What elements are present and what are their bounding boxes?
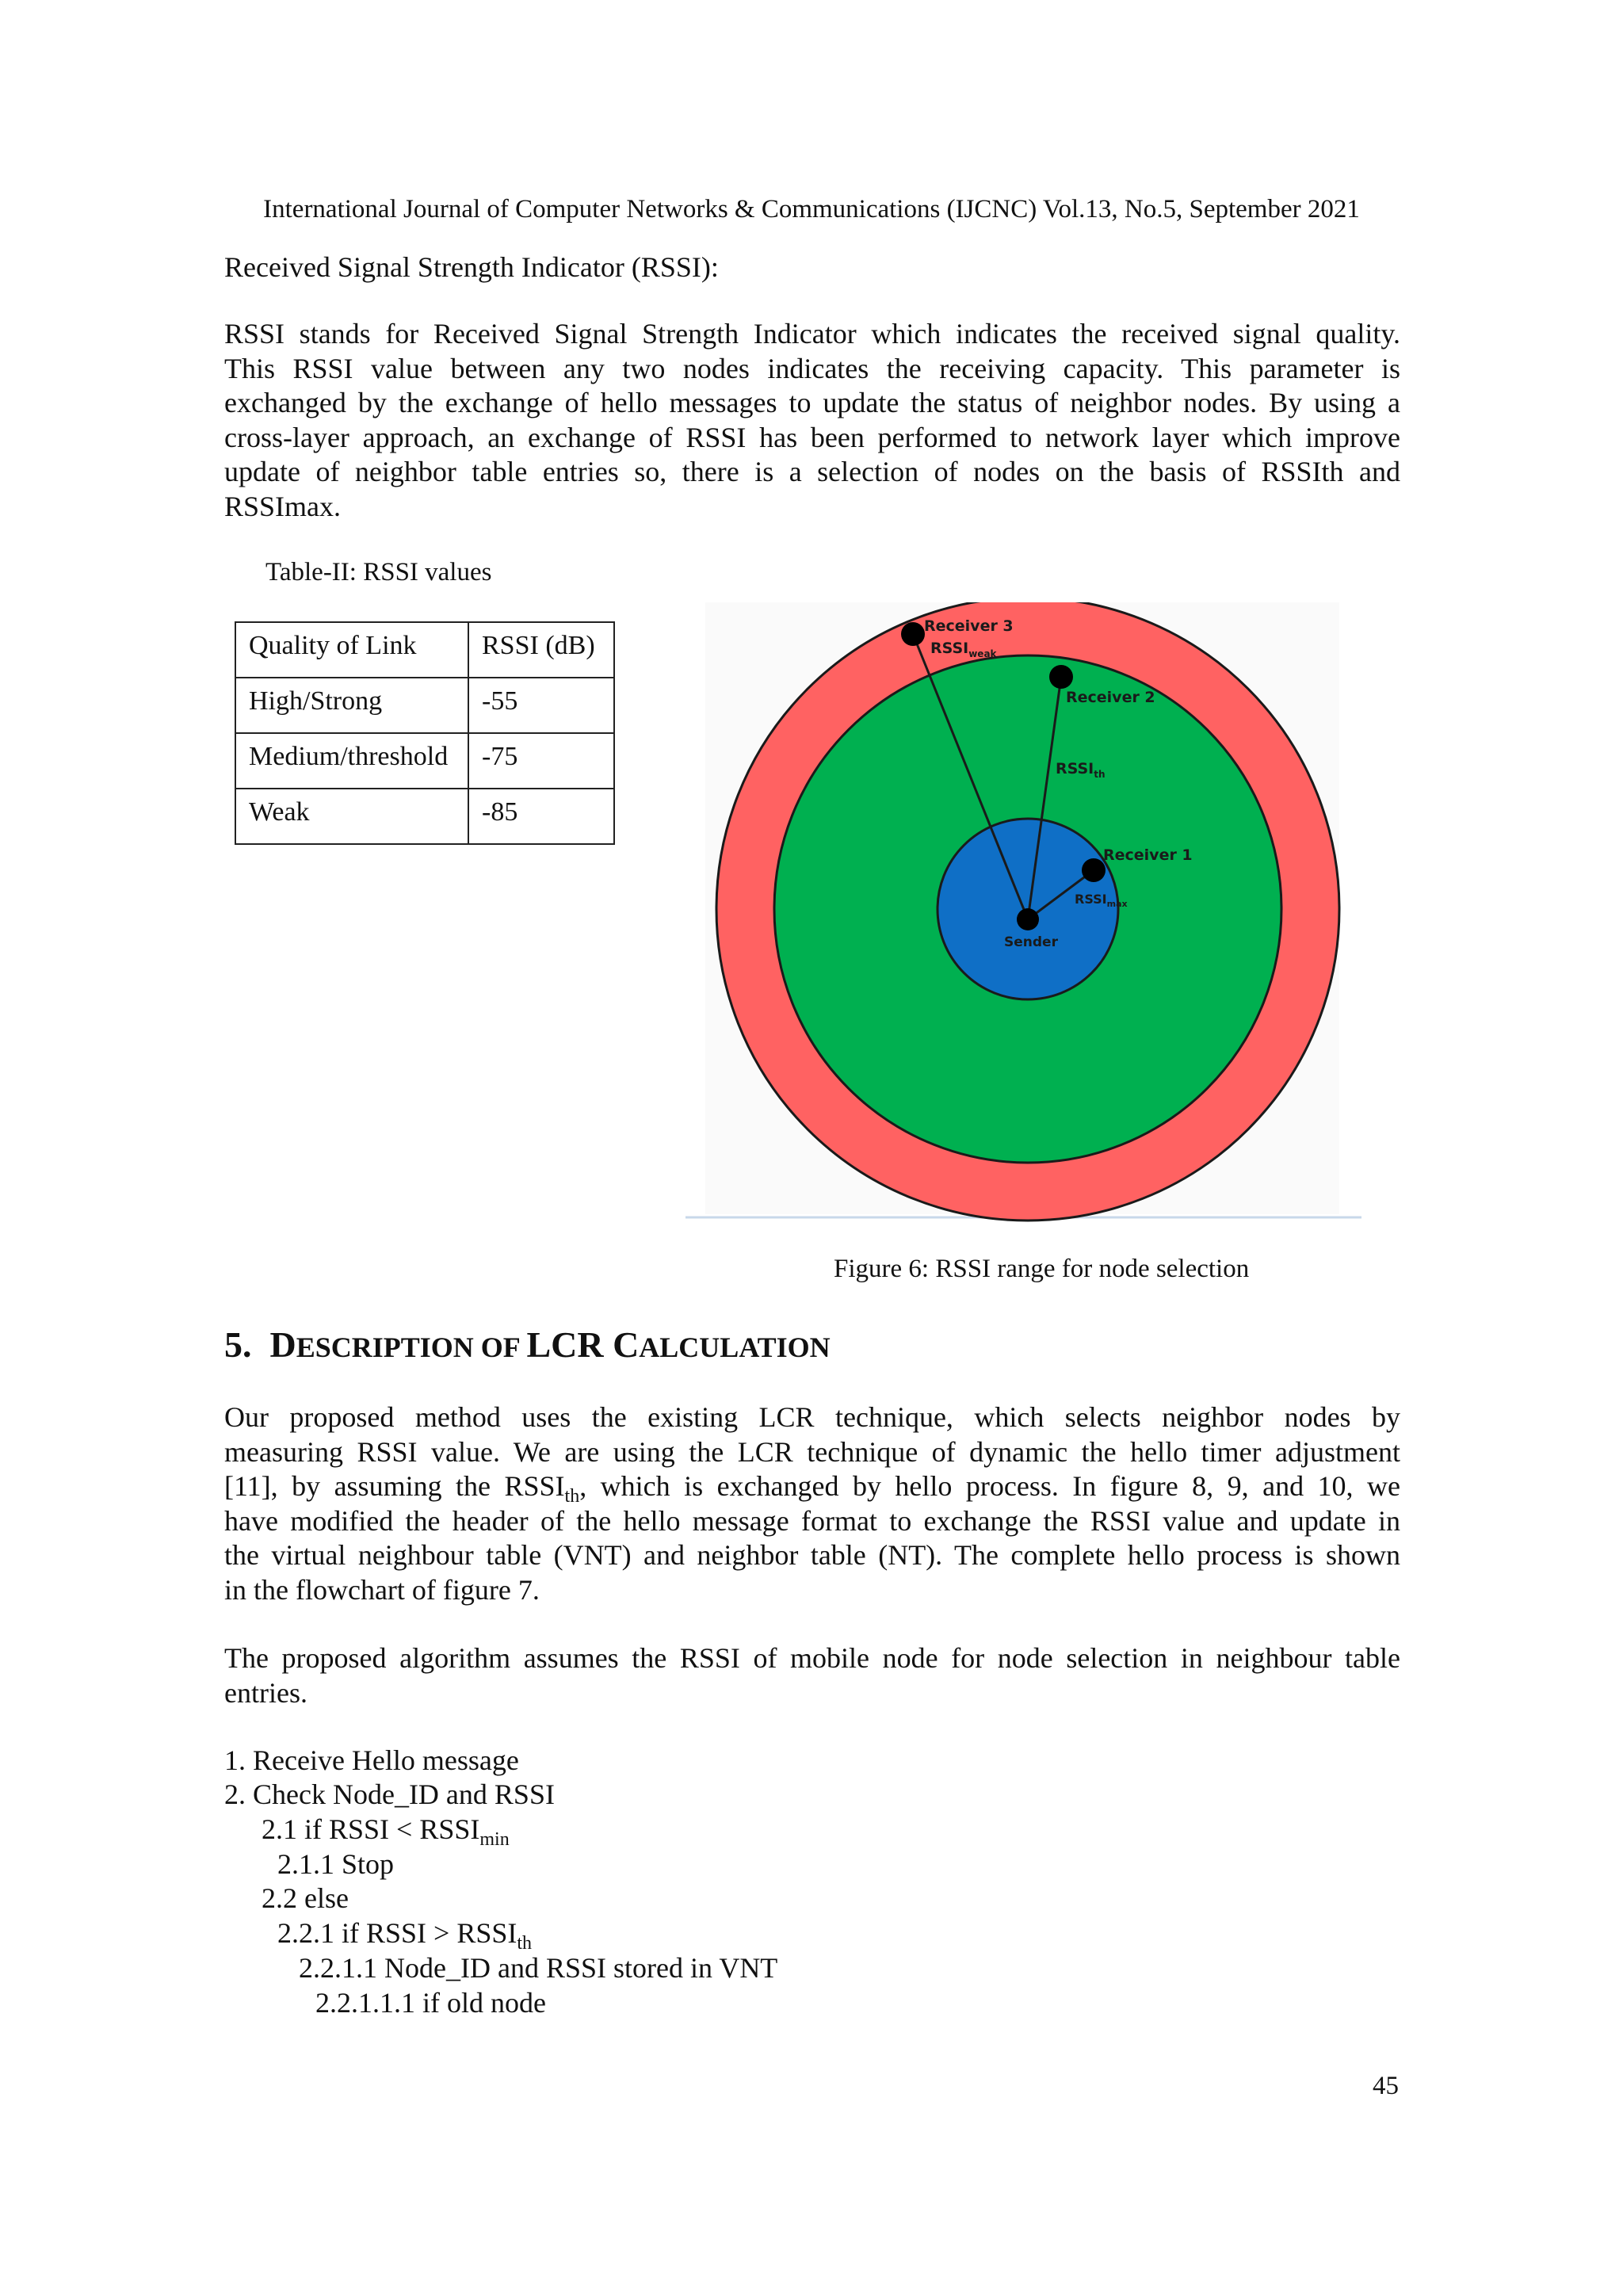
paragraph-line: cross-layer approach, an exchange of RSSI has been performed to network layer which improve: [224, 421, 1400, 453]
paragraph-line: RSSI stands for Received Signal Strength Indicator which indicates the received signal quality.: [224, 318, 1400, 350]
paragraph-line: RSSImax.: [224, 490, 342, 522]
table-header-row: [235, 622, 614, 678]
section-title-part: D: [269, 1324, 296, 1365]
table-cell: -55: [468, 678, 614, 733]
rssi-range-figure: [682, 602, 1363, 1228]
paragraph-line: in the flowchart of figure 7.: [224, 1573, 540, 1606]
table-row: [235, 678, 614, 733]
rssi-paragraph: [224, 317, 1400, 524]
section-heading: [224, 1324, 831, 1366]
table-cell: Medium/threshold: [235, 733, 468, 789]
receiver2-label: Receiver 2: [1066, 689, 1155, 706]
section-number: 5.: [224, 1324, 252, 1365]
section-title-part: ALCULATION: [639, 1331, 831, 1363]
section-title-part: LCR C: [526, 1324, 640, 1365]
lcr-paragraph: [224, 1400, 1400, 1607]
algorithm-step: 2.2 else: [262, 1882, 349, 1914]
table-row: [235, 789, 614, 844]
paragraph-line: [11], by assuming the $RSSI_{th}$, which is exchanged by hello process. In figure 8, 9, and 10, we: [224, 1470, 1400, 1507]
running-header: International Journal of Computer Networks & Communications (IJCNC) Vol.13, No.5, September 2021: [263, 195, 1360, 223]
algorithm-step: 2.1 if RSSI < $RSSI_{min}$: [262, 1813, 510, 1851]
algorithm-step: 1. Receive Hello message: [224, 1744, 519, 1776]
sender-node: [1017, 908, 1039, 930]
algorithm-step: 2.2.1 if RSSI > $RSSI_{th}$: [277, 1917, 533, 1954]
algorithm-step: 2. Check Node_ID and RSSI: [224, 1778, 555, 1810]
receiver3-node: [901, 622, 925, 646]
table-header-cell: Quality of Link: [235, 622, 468, 678]
rssi-section-title: Received Signal Strength Indicator (RSSI):: [224, 251, 719, 283]
receiver1-label: Receiver 1: [1103, 846, 1193, 864]
table-row: [235, 733, 614, 789]
rssi-th-label: $RSSI_{th}$: [1056, 760, 1106, 780]
paragraph-line: measuring RSSI value. We are using the LCR technique of dynamic the hello timer adjustment: [224, 1435, 1400, 1468]
table-header-cell: RSSI (dB): [468, 622, 614, 678]
paragraph-line: exchanged by the exchange of hello messages to update the status of neighbor nodes. By using a: [224, 387, 1400, 418]
table-cell: -85: [468, 789, 614, 844]
figure-caption: Figure 6: RSSI range for node selection: [834, 1255, 1250, 1283]
algorithm-step: 2.2.1.1.1 if old node: [315, 1987, 546, 2019]
sender-label: Sender: [1004, 934, 1058, 950]
paragraph-line: the virtual neighbour table (VNT) and neighbor table (NT). The complete hello process is shown: [224, 1539, 1400, 1571]
table-cell: High/Strong: [235, 678, 468, 733]
rssi-values-table: [235, 621, 615, 845]
algorithm-step: 2.1.1 Stop: [277, 1848, 395, 1880]
table-cell: Weak: [235, 789, 468, 844]
algorithm-step: 2.2.1.1 Node_ID and RSSI stored in VNT: [299, 1952, 778, 1984]
receiver1-node: [1082, 858, 1106, 882]
paragraph-line: This RSSI value between any two nodes indicates the receiving capacity. This parameter is: [224, 352, 1400, 384]
paragraph-line: Our proposed method uses the existing LCR technique, which selects neighbor nodes by: [224, 1401, 1400, 1433]
page-number: 45: [1373, 2072, 1399, 2100]
paragraph-line: update of neighbor table entries so, there is a selection of nodes on the basis of RSSIth and: [224, 456, 1400, 487]
rssi-max-label: $RSSI_{max}$: [1075, 892, 1128, 909]
section-title-part: ESCRIPTION OF: [296, 1331, 527, 1363]
table-cell: -75: [468, 733, 614, 789]
paragraph-line: have modified the header of the hello message format to exchange the RSSI value and update in: [224, 1504, 1400, 1537]
paragraph-line: The proposed algorithm assumes the RSSI of mobile node for node selection in neighbour table: [224, 1642, 1400, 1674]
table-caption: Table-II: RSSI values: [265, 558, 492, 586]
rssi-weak-label: $RSSI_{weak}$: [930, 640, 997, 659]
algorithm-intro-paragraph: [224, 1641, 1400, 1710]
receiver2-node: [1049, 665, 1073, 689]
paragraph-line: entries.: [224, 1676, 307, 1709]
receiver3-label: Receiver 3: [924, 617, 1014, 635]
